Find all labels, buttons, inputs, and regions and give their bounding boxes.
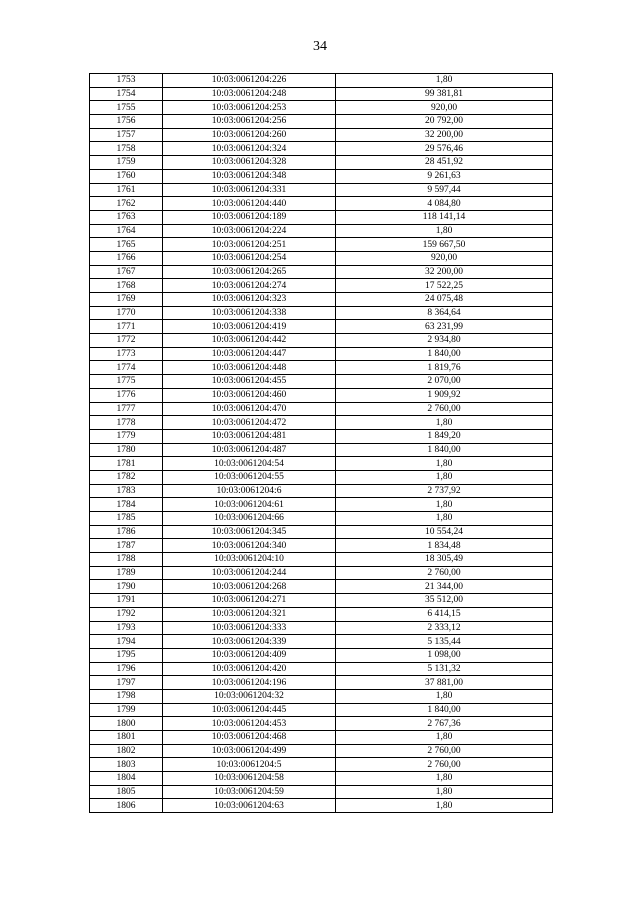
cadastral-number-cell: 10:03:0061204:58 xyxy=(163,772,336,786)
table-row xyxy=(90,306,553,320)
page-number: 34 xyxy=(313,39,327,54)
row-number-cell: 1801 xyxy=(90,731,163,745)
table-row xyxy=(90,416,553,430)
row-number-cell: 1774 xyxy=(90,361,163,375)
table-row xyxy=(90,525,553,539)
row-number-cell: 1800 xyxy=(90,717,163,731)
row-number-cell: 1796 xyxy=(90,662,163,676)
row-number-cell: 1777 xyxy=(90,402,163,416)
table-row xyxy=(90,142,553,156)
table-row xyxy=(90,402,553,416)
value-cell: 5 131,32 xyxy=(336,662,553,676)
table-row xyxy=(90,197,553,211)
table-row xyxy=(90,662,553,676)
value-cell: 1 909,92 xyxy=(336,388,553,402)
row-number-cell: 1781 xyxy=(90,457,163,471)
cadastral-number-cell: 10:03:0061204:274 xyxy=(163,279,336,293)
cadastral-number-cell: 10:03:0061204:348 xyxy=(163,169,336,183)
cadastral-number-cell: 10:03:0061204:226 xyxy=(163,74,336,88)
table-row xyxy=(90,361,553,375)
cadastral-number-cell: 10:03:0061204:256 xyxy=(163,115,336,129)
cadastral-number-cell: 10:03:0061204:55 xyxy=(163,470,336,484)
table-row xyxy=(90,676,553,690)
value-cell: 118 141,14 xyxy=(336,210,553,224)
cadastral-number-cell: 10:03:0061204:468 xyxy=(163,731,336,745)
row-number-cell: 1760 xyxy=(90,169,163,183)
value-cell: 21 344,00 xyxy=(336,580,553,594)
cadastral-number-cell: 10:03:0061204:54 xyxy=(163,457,336,471)
table-row xyxy=(90,553,553,567)
value-cell: 1,80 xyxy=(336,799,553,813)
row-number-cell: 1757 xyxy=(90,128,163,142)
cadastral-number-cell: 10:03:0061204:460 xyxy=(163,388,336,402)
value-cell: 1 849,20 xyxy=(336,429,553,443)
row-number-cell: 1770 xyxy=(90,306,163,320)
value-cell: 32 200,00 xyxy=(336,265,553,279)
table-row xyxy=(90,512,553,526)
row-number-cell: 1769 xyxy=(90,293,163,307)
row-number-cell: 1763 xyxy=(90,210,163,224)
row-number-cell: 1780 xyxy=(90,443,163,457)
cadastral-number-cell: 10:03:0061204:453 xyxy=(163,717,336,731)
table-row xyxy=(90,621,553,635)
cadastral-number-cell: 10:03:0061204:470 xyxy=(163,402,336,416)
table-row xyxy=(90,648,553,662)
value-cell: 2 760,00 xyxy=(336,758,553,772)
cadastral-number-cell: 10:03:0061204:440 xyxy=(163,197,336,211)
row-number-cell: 1797 xyxy=(90,676,163,690)
cadastral-number-cell: 10:03:0061204:445 xyxy=(163,703,336,717)
row-number-cell: 1762 xyxy=(90,197,163,211)
cadastral-number-cell: 10:03:0061204:271 xyxy=(163,594,336,608)
row-number-cell: 1783 xyxy=(90,484,163,498)
cadastral-number-cell: 10:03:0061204:32 xyxy=(163,689,336,703)
table-row xyxy=(90,293,553,307)
table-row xyxy=(90,717,553,731)
value-cell: 1,80 xyxy=(336,470,553,484)
value-cell: 2 737,92 xyxy=(336,484,553,498)
value-cell: 1 834,48 xyxy=(336,539,553,553)
table-row xyxy=(90,101,553,115)
cadastral-number-cell: 10:03:0061204:448 xyxy=(163,361,336,375)
row-number-cell: 1755 xyxy=(90,101,163,115)
table-row xyxy=(90,320,553,334)
row-number-cell: 1793 xyxy=(90,621,163,635)
row-number-cell: 1790 xyxy=(90,580,163,594)
table-row xyxy=(90,758,553,772)
table-row xyxy=(90,210,553,224)
table-row xyxy=(90,115,553,129)
cadastral-number-cell: 10:03:0061204:254 xyxy=(163,251,336,265)
value-cell: 28 451,92 xyxy=(336,156,553,170)
row-number-cell: 1776 xyxy=(90,388,163,402)
value-cell: 99 381,81 xyxy=(336,87,553,101)
cadastral-number-cell: 10:03:0061204:328 xyxy=(163,156,336,170)
value-cell: 1 098,00 xyxy=(336,648,553,662)
cadastral-number-cell: 10:03:0061204:196 xyxy=(163,676,336,690)
value-cell: 29 576,46 xyxy=(336,142,553,156)
cadastral-number-cell: 10:03:0061204:472 xyxy=(163,416,336,430)
cadastral-number-cell: 10:03:0061204:224 xyxy=(163,224,336,238)
row-number-cell: 1754 xyxy=(90,87,163,101)
cadastral-number-cell: 10:03:0061204:323 xyxy=(163,293,336,307)
cadastral-number-cell: 10:03:0061204:481 xyxy=(163,429,336,443)
value-cell: 9 597,44 xyxy=(336,183,553,197)
row-number-cell: 1773 xyxy=(90,347,163,361)
value-cell: 63 231,99 xyxy=(336,320,553,334)
row-number-cell: 1768 xyxy=(90,279,163,293)
value-cell: 1,80 xyxy=(336,731,553,745)
value-cell: 1,80 xyxy=(336,224,553,238)
row-number-cell: 1799 xyxy=(90,703,163,717)
value-cell: 2 934,80 xyxy=(336,334,553,348)
table-row xyxy=(90,443,553,457)
cadastral-number-cell: 10:03:0061204:487 xyxy=(163,443,336,457)
value-cell: 20 792,00 xyxy=(336,115,553,129)
table-row xyxy=(90,279,553,293)
value-cell: 159 667,50 xyxy=(336,238,553,252)
cadastral-number-cell: 10:03:0061204:248 xyxy=(163,87,336,101)
row-number-cell: 1785 xyxy=(90,512,163,526)
row-number-cell: 1803 xyxy=(90,758,163,772)
value-cell: 920,00 xyxy=(336,101,553,115)
value-cell: 17 522,25 xyxy=(336,279,553,293)
table-row xyxy=(90,594,553,608)
table-row xyxy=(90,74,553,88)
table-row xyxy=(90,156,553,170)
table-row xyxy=(90,785,553,799)
cadastral-number-cell: 10:03:0061204:10 xyxy=(163,553,336,567)
row-number-cell: 1758 xyxy=(90,142,163,156)
cadastral-number-cell: 10:03:0061204:189 xyxy=(163,210,336,224)
value-cell: 5 135,44 xyxy=(336,635,553,649)
value-cell: 1,80 xyxy=(336,772,553,786)
row-number-cell: 1772 xyxy=(90,334,163,348)
cadastral-number-cell: 10:03:0061204:253 xyxy=(163,101,336,115)
table-row xyxy=(90,635,553,649)
cadastral-number-cell: 10:03:0061204:442 xyxy=(163,334,336,348)
cadastral-number-cell: 10:03:0061204:59 xyxy=(163,785,336,799)
table-row xyxy=(90,731,553,745)
value-cell: 1 819,76 xyxy=(336,361,553,375)
table-row xyxy=(90,265,553,279)
table-row xyxy=(90,251,553,265)
table-row xyxy=(90,224,553,238)
table-row xyxy=(90,375,553,389)
value-cell: 1,80 xyxy=(336,512,553,526)
cadastral-number-cell: 10:03:0061204:268 xyxy=(163,580,336,594)
table-row xyxy=(90,169,553,183)
table-row xyxy=(90,429,553,443)
row-number-cell: 1791 xyxy=(90,594,163,608)
value-cell: 2 760,00 xyxy=(336,744,553,758)
row-number-cell: 1798 xyxy=(90,689,163,703)
cadastral-number-cell: 10:03:0061204:6 xyxy=(163,484,336,498)
value-cell: 18 305,49 xyxy=(336,553,553,567)
value-cell: 2 070,00 xyxy=(336,375,553,389)
table-body xyxy=(90,74,553,813)
row-number-cell: 1756 xyxy=(90,115,163,129)
row-number-cell: 1779 xyxy=(90,429,163,443)
value-cell: 2 760,00 xyxy=(336,402,553,416)
value-cell: 2 333,12 xyxy=(336,621,553,635)
value-cell: 4 084,80 xyxy=(336,197,553,211)
table-row xyxy=(90,238,553,252)
cadastral-number-cell: 10:03:0061204:409 xyxy=(163,648,336,662)
table-row xyxy=(90,128,553,142)
table-row xyxy=(90,607,553,621)
value-cell: 24 075,48 xyxy=(336,293,553,307)
table-row xyxy=(90,772,553,786)
cadastral-number-cell: 10:03:0061204:455 xyxy=(163,375,336,389)
cadastral-number-cell: 10:03:0061204:333 xyxy=(163,621,336,635)
cadastral-number-cell: 10:03:0061204:63 xyxy=(163,799,336,813)
value-cell: 1,80 xyxy=(336,689,553,703)
row-number-cell: 1786 xyxy=(90,525,163,539)
cadastral-number-cell: 10:03:0061204:244 xyxy=(163,566,336,580)
row-number-cell: 1766 xyxy=(90,251,163,265)
row-number-cell: 1784 xyxy=(90,498,163,512)
value-cell: 9 261,63 xyxy=(336,169,553,183)
cadastral-number-cell: 10:03:0061204:66 xyxy=(163,512,336,526)
value-cell: 1,80 xyxy=(336,74,553,88)
value-cell: 1 840,00 xyxy=(336,347,553,361)
cadastral-number-cell: 10:03:0061204:324 xyxy=(163,142,336,156)
cadastral-number-cell: 10:03:0061204:339 xyxy=(163,635,336,649)
row-number-cell: 1759 xyxy=(90,156,163,170)
cadastral-number-cell: 10:03:0061204:251 xyxy=(163,238,336,252)
cadastral-number-cell: 10:03:0061204:499 xyxy=(163,744,336,758)
value-cell: 2 767,36 xyxy=(336,717,553,731)
row-number-cell: 1771 xyxy=(90,320,163,334)
value-cell: 920,00 xyxy=(336,251,553,265)
table-row xyxy=(90,388,553,402)
table-row xyxy=(90,498,553,512)
row-number-cell: 1788 xyxy=(90,553,163,567)
table-row xyxy=(90,539,553,553)
value-cell: 6 414,15 xyxy=(336,607,553,621)
table-row xyxy=(90,87,553,101)
table-row xyxy=(90,470,553,484)
row-number-cell: 1778 xyxy=(90,416,163,430)
table-row xyxy=(90,580,553,594)
row-number-cell: 1806 xyxy=(90,799,163,813)
cadastral-number-cell: 10:03:0061204:331 xyxy=(163,183,336,197)
cadastral-number-cell: 10:03:0061204:420 xyxy=(163,662,336,676)
value-cell: 37 881,00 xyxy=(336,676,553,690)
row-number-cell: 1775 xyxy=(90,375,163,389)
cadastral-number-cell: 10:03:0061204:260 xyxy=(163,128,336,142)
cadastral-number-cell: 10:03:0061204:447 xyxy=(163,347,336,361)
value-cell: 32 200,00 xyxy=(336,128,553,142)
cadastral-number-cell: 10:03:0061204:345 xyxy=(163,525,336,539)
row-number-cell: 1753 xyxy=(90,74,163,88)
value-cell: 1 840,00 xyxy=(336,443,553,457)
value-cell: 8 364,64 xyxy=(336,306,553,320)
table-row xyxy=(90,689,553,703)
value-cell: 1,80 xyxy=(336,457,553,471)
table-row xyxy=(90,484,553,498)
row-number-cell: 1767 xyxy=(90,265,163,279)
table-row xyxy=(90,347,553,361)
cadastral-number-cell: 10:03:0061204:340 xyxy=(163,539,336,553)
value-cell: 1,80 xyxy=(336,498,553,512)
row-number-cell: 1789 xyxy=(90,566,163,580)
cadastral-number-cell: 10:03:0061204:419 xyxy=(163,320,336,334)
row-number-cell: 1795 xyxy=(90,648,163,662)
row-number-cell: 1805 xyxy=(90,785,163,799)
value-cell: 2 760,00 xyxy=(336,566,553,580)
table-row xyxy=(90,744,553,758)
cadastral-number-cell: 10:03:0061204:321 xyxy=(163,607,336,621)
table-row xyxy=(90,799,553,813)
row-number-cell: 1765 xyxy=(90,238,163,252)
cadastral-value-table xyxy=(89,73,553,813)
row-number-cell: 1802 xyxy=(90,744,163,758)
row-number-cell: 1792 xyxy=(90,607,163,621)
row-number-cell: 1804 xyxy=(90,772,163,786)
table-row xyxy=(90,334,553,348)
value-cell: 10 554,24 xyxy=(336,525,553,539)
cadastral-number-cell: 10:03:0061204:265 xyxy=(163,265,336,279)
cadastral-number-cell: 10:03:0061204:5 xyxy=(163,758,336,772)
row-number-cell: 1794 xyxy=(90,635,163,649)
value-cell: 35 512,00 xyxy=(336,594,553,608)
table-row xyxy=(90,457,553,471)
row-number-cell: 1782 xyxy=(90,470,163,484)
row-number-cell: 1787 xyxy=(90,539,163,553)
table-row xyxy=(90,183,553,197)
value-cell: 1,80 xyxy=(336,416,553,430)
cadastral-number-cell: 10:03:0061204:338 xyxy=(163,306,336,320)
table-row xyxy=(90,703,553,717)
row-number-cell: 1761 xyxy=(90,183,163,197)
cadastral-number-cell: 10:03:0061204:61 xyxy=(163,498,336,512)
table-row xyxy=(90,566,553,580)
value-cell: 1,80 xyxy=(336,785,553,799)
row-number-cell: 1764 xyxy=(90,224,163,238)
value-cell: 1 840,00 xyxy=(336,703,553,717)
